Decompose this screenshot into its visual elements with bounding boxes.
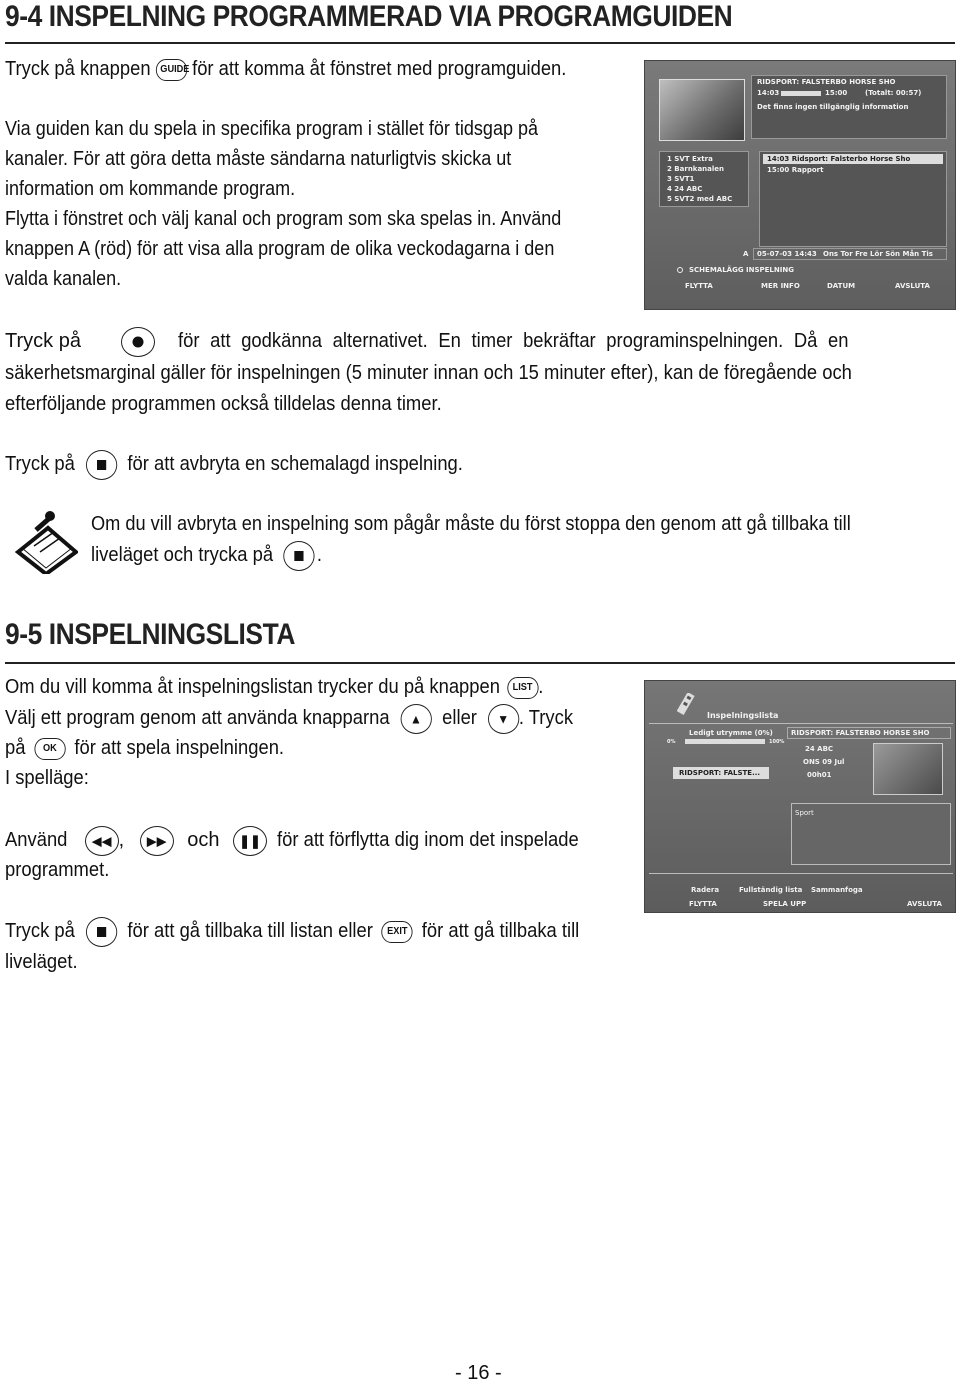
paragraph-back-line2: liveläget. [5,951,78,973]
date-label: A [743,250,749,258]
footer-exit: AVSLUTA [895,282,930,290]
pause-icon: ❚❚ [233,826,267,856]
channel-item[interactable]: 3 SVT1 [667,175,695,183]
pct-0: 0% [667,739,676,745]
note-pad-icon [14,508,78,574]
up-arrow-icon: ▲ [400,704,431,734]
channel-item[interactable]: 5 SVT2 med ABC [667,195,733,203]
paragraph-list-line4: I spelläge: [5,767,89,789]
time-end: 15:00 [825,89,848,97]
action-merge[interactable]: Sammanfoga [811,886,863,894]
action-delete[interactable]: Radera [691,886,720,894]
text: Tryck på [5,920,75,942]
program-title: RIDSPORT: FALSTERBO HORSE SHO [791,729,930,737]
footer-more-info: MER INFO [761,282,800,290]
text: för att godkänna alternativet. En timer bekräftar programinspelningen. Då en [178,330,849,352]
list-key-icon: LIST [507,677,538,699]
program-item[interactable]: 14:03 Ridsport: Falsterbo Horse Sho [767,155,911,163]
text: Tryck på [5,330,81,352]
duration-total: (Totalt: 00:57) [865,89,922,97]
paragraph-guide [5,54,566,84]
text: . [316,544,322,566]
stop-button-icon [86,917,117,947]
date-text: 05-07-03 14:43 [757,250,817,258]
video-thumbnail [873,743,943,795]
footer-move: FLYTTA [685,282,713,290]
program-guide-screenshot [644,60,956,310]
guide-key-icon: GUIDE [156,59,187,81]
text: Om du vill komma åt inspelningslistan trycker du på knappen [5,676,501,698]
channel-name: 24 ABC [805,745,834,753]
paragraph-list-line3 [5,733,284,763]
text: för att gå tillbaka till [421,920,580,942]
text: eller [442,707,477,729]
text-line: knappen A (röd) för att visa alla program de olika veckodagarna i den [5,238,555,260]
paragraph-confirm-line2: säkerhetsmarginal gäller för inspelningen (5 minuter innan och 15 minuter efter), kan de föregående och [5,362,852,384]
text: . [538,676,544,698]
video-thumbnail [659,79,745,141]
page-number: - 16 - [455,1362,502,1384]
rewind-icon: ◀◀ [85,826,119,856]
list-title: Inspelningslista [707,711,779,720]
note-line2 [91,540,322,571]
recording-item[interactable]: RIDSPORT: FALSTE... [679,769,761,777]
text: , [118,829,125,851]
text: Välj ett program genom att använda knapparna [5,707,390,729]
footer-move: FLYTTA [689,900,717,908]
fast-forward-icon: ▶▶ [140,826,174,856]
text: Tryck på knappen [5,58,151,80]
text: Tryck på [5,453,75,475]
channel-item[interactable]: 2 Barnkanalen [667,165,725,173]
text: för att förflytta dig inom det inspelade [276,829,579,851]
pct-100: 100% [769,739,785,745]
stop-button-icon [86,450,117,480]
paragraph-playback-line1 [5,825,605,856]
weekdays[interactable]: Ons Tor Fre Lör Sön Mån Tis [823,250,933,258]
text: på [5,737,26,759]
text-line: kanaler. För att göra detta måste sändarna naturligtvis skicka ut [5,148,512,170]
text: för att komma åt fönstret med programguiden. [192,58,567,80]
recording-date: ONS 09 Jul [803,758,845,766]
section-title-9-5: 9-5 INSPELNINGSLISTA [5,618,295,651]
text: för att gå tillbaka till listan eller [127,920,373,942]
time-start: 14:03 [757,89,780,97]
text: för att spela inspelningen. [74,737,285,759]
action-full-list[interactable]: Fullständig lista [739,886,803,894]
stop-button-icon [284,541,315,571]
channel-item[interactable]: 1 SVT Extra [667,155,713,163]
text-line: information om kommande program. [5,178,296,200]
schedule-recording[interactable]: SCHEMALÄGG INSPELNING [689,266,794,274]
ok-key-icon: OK [34,738,65,760]
record-button-icon [121,327,155,357]
channel-item[interactable]: 4 24 ABC [667,185,703,193]
paragraph-cancel [5,449,463,480]
genre-text: Sport [795,809,814,817]
progress-bar [781,91,821,96]
footer-play: SPELA UPP [763,900,807,908]
text-line: Flytta i fönstret och välj kanal och program som ska spelas in. Använd [5,208,562,230]
text: Använd [5,829,68,851]
text-line: valda kanalen. [5,268,122,290]
paragraph-confirm-line3: efterföljande programmen också tilldelas denna timer. [5,393,442,415]
record-icon [677,267,683,273]
recording-list-screenshot [644,680,956,913]
footer-date: DATUM [827,282,856,290]
paragraph-confirm-line1 [5,326,907,357]
program-title: RIDSPORT: FALSTERBO HORSE SHO [757,78,896,86]
paragraph-playback-line2: programmet. [5,859,110,881]
film-reel-icon [677,693,703,719]
text-line: Via guiden kan du spela in specifika program i stället för tidsgap på [5,118,538,140]
paragraph-back-line1 [5,916,579,947]
title-rule [5,662,955,664]
note-line1: Om du vill avbryta en inspelning som pågår måste du först stoppa den genom att gå tillbaka till [91,513,851,535]
text: . Tryck [518,707,574,729]
section-title-9-4: 9-4 INSPELNING PROGRAMMERAD VIA PROGRAMGUIDEN [5,0,733,33]
text: liveläget och trycka på [91,544,274,566]
free-space-bar [685,739,765,744]
title-rule [5,42,955,44]
free-space-label: Ledigt utrymme (0%) [689,729,773,737]
text: för att avbryta en schemalagd inspelning. [127,453,463,475]
paragraph-list-line2 [5,703,573,734]
down-arrow-icon: ▼ [488,704,519,734]
recording-duration: 00h01 [807,771,832,779]
exit-key-icon: EXIT [382,921,413,943]
footer-exit: AVSLUTA [907,900,942,908]
paragraph-guide-info [5,114,623,294]
text: och [187,829,220,851]
program-item[interactable]: 15:00 Rapport [767,166,824,174]
no-info-text: Det finns ingen tillgänglig information [757,103,909,111]
paragraph-list-line1 [5,672,543,702]
description-box [791,803,951,865]
